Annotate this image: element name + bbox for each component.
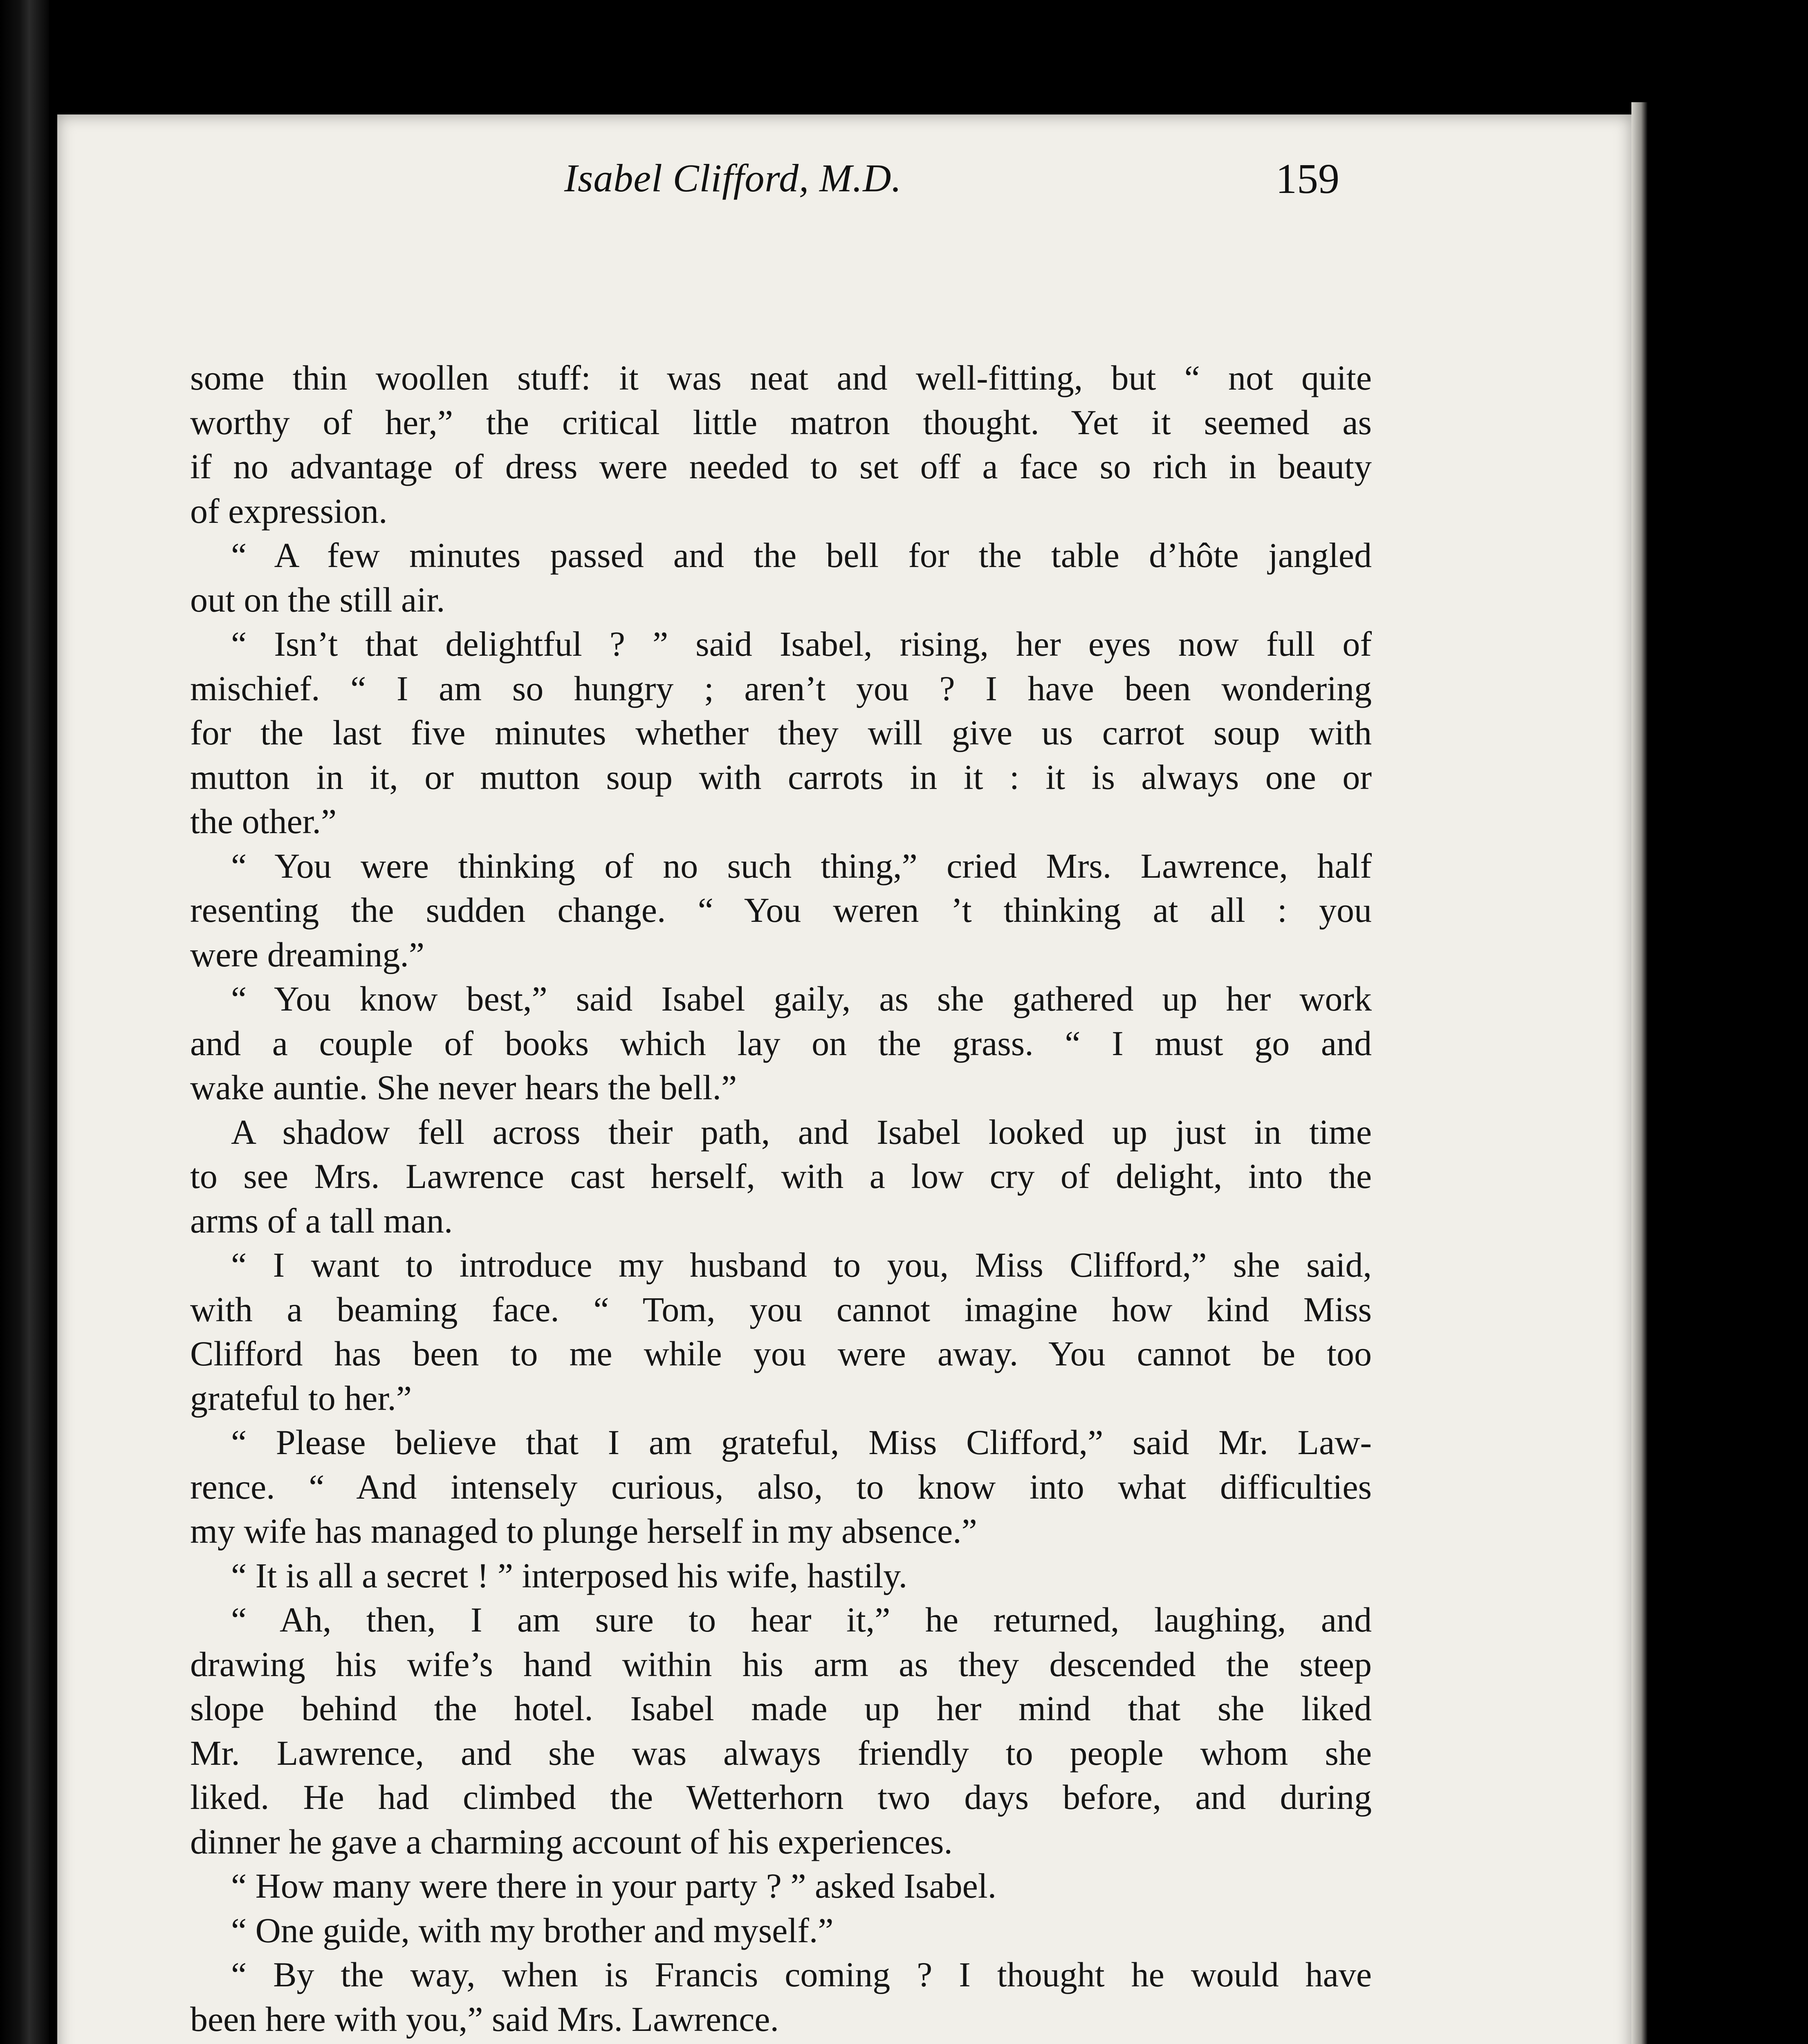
book-binding-edge [0,0,49,2044]
text-line: mutton in it, or mutton soup with carrots in it : it is always one or [190,757,1372,797]
text-line: “ It is all a secret ! ” interposed his wife, hastily. [231,1555,908,1595]
text-line: some thin woollen stuff: it was neat and well-fitting, but “ not quite [190,358,1372,397]
text-line: worthy of her,” the critical little matron thought. Yet it seemed as [190,402,1372,442]
text-line: “ You know best,” said Isabel gaily, as she gathered up her work [231,979,1372,1018]
text-line: “ Ah, then, I am sure to hear it,” he returned, laughing, and [231,1600,1372,1639]
text-line: “ Please believe that I am grateful, Miss Clifford,” said Mr. Law- [231,1423,1372,1462]
text-line: “ You were thinking of no such thing,” cried Mrs. Lawrence, half [231,846,1372,885]
text-line: dinner he gave a charming account of his experiences. [190,1822,953,1861]
page-number: 159 [1276,155,1339,202]
text-line: with a beaming face. “ Tom, you cannot imagine how kind Miss [190,1289,1372,1329]
text-line: Clifford has been to me while you were away. You cannot be too [190,1334,1372,1373]
text-line: wake auntie. She never hears the bell.” [190,1068,737,1107]
text-line: rence. “ And intensely curious, also, to know into what difficulties [190,1467,1372,1506]
text-line: for the last five minutes whether they will give us carrot soup with [190,713,1372,752]
text-line: “ By the way, when is Francis coming ? I thought he would have [231,1955,1372,1994]
body-text [190,356,1372,2044]
text-line: “ One guide, with my brother and myself.” [231,1910,834,1950]
text-line: if no advantage of dress were needed to set off a face so rich in beauty [190,447,1372,486]
text-line: mischief. “ I am so hungry ; aren’t you ? I have been wondering [190,668,1372,708]
text-line: the other.” [190,802,337,841]
text-line [190,2041,1372,2044]
text-line: and a couple of books which lay on the grass. “ I must go and [190,1023,1372,1063]
text-line: of expression. [190,491,388,531]
text-line: slope behind the hotel. Isabel made up her mind that she liked [190,1689,1372,1728]
text-line: out on the still air. [190,580,445,619]
text-line: arms of a tall man. [190,1201,453,1240]
text-line: liked. He had climbed the Wetterhorn two days before, and during [190,1777,1372,1817]
text-line: “ Isn’t that delightful ? ” said Isabel, rising, her eyes now full of [231,624,1372,663]
text-line: to see Mrs. Lawrence cast herself, with a low cry of delight, into the [190,1156,1372,1196]
text-line: been here with you,” said Mrs. Lawrence. [190,1999,779,2039]
text-line: grateful to her.” [190,1378,412,1418]
page-edge-shadow [1631,102,1648,2044]
text-line: A shadow fell across their path, and Isabel looked up just in time [231,1112,1372,1152]
text-line: “ A few minutes passed and the bell for the table d’hôte jangled [231,536,1372,575]
text-line: “ I want to introduce my husband to you, Miss Clifford,” she said, [231,1245,1372,1284]
text-line: my wife has managed to plunge herself in my absence.” [190,1511,977,1551]
running-head: Isabel Clifford, M.D. [564,156,902,200]
text-line: were dreaming.” [190,935,425,974]
text-line: “ How many were there in your party ? ” asked Isabel. [231,1866,997,1905]
text-line: Mr. Lawrence, and she was always friendly to people whom she [190,1733,1372,1773]
text-line: resenting the sudden change. “ You weren ’t thinking at all : you [190,890,1372,930]
text-line: drawing his wife’s hand within his arm as they descended the steep [190,1644,1372,1684]
